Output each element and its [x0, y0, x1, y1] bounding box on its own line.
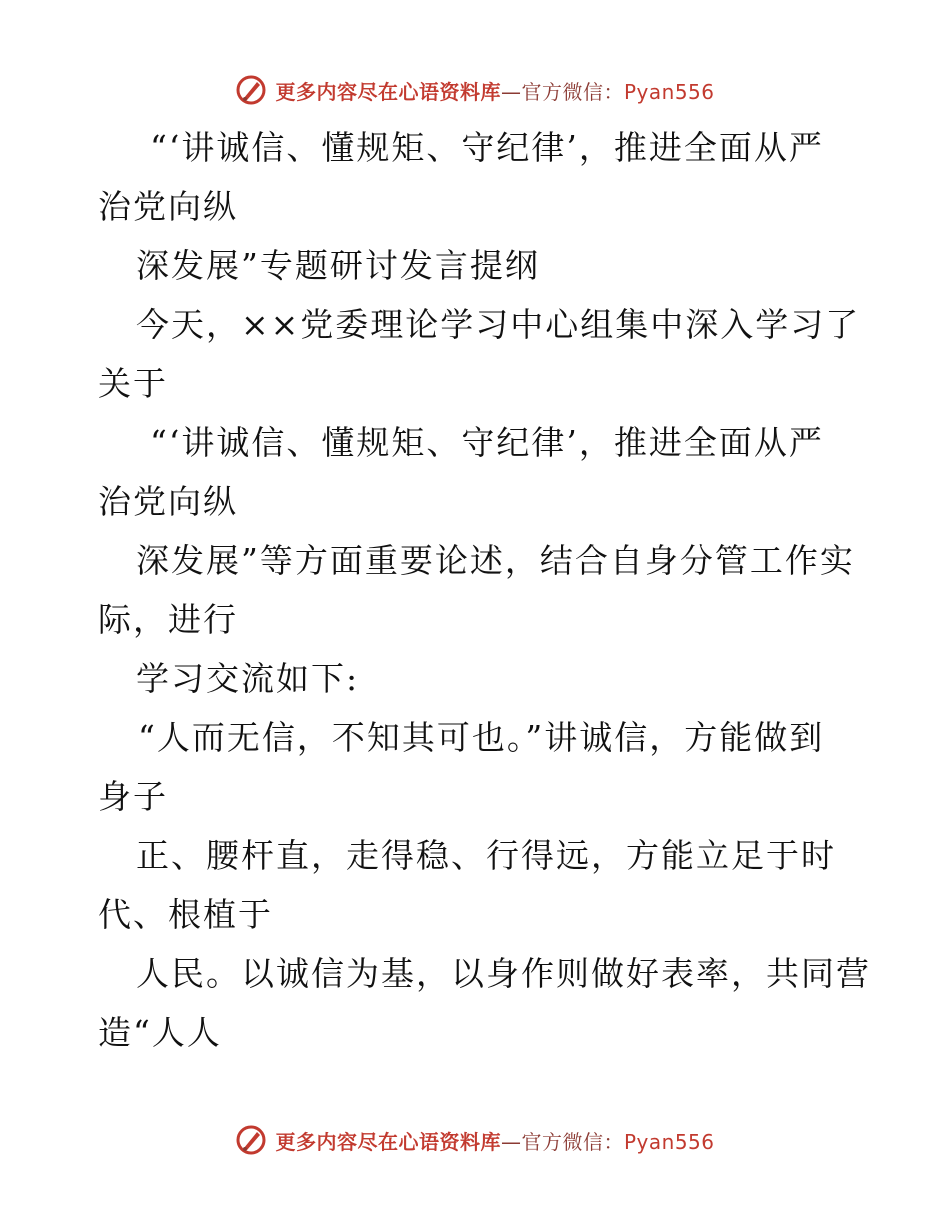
quill-logo-icon	[235, 1124, 267, 1156]
body-line-15: 人民。以诚信为基，以身作则做好表率，共同营	[136, 954, 871, 993]
banner-dash: —	[500, 79, 522, 104]
body-line-14: 代、根植于	[98, 895, 273, 934]
footer-watermark-banner	[0, 1120, 950, 1160]
body-line-11: “人而无信，不知其可也。”讲诚信，方能做到	[138, 718, 825, 757]
body-line-9: 际，进行	[98, 600, 238, 639]
banner-wechat-label: 官方微信：	[521, 1129, 624, 1154]
body-line-8: 深发展”等方面重要论述，结合自身分管工作实	[136, 541, 855, 580]
body-line-3: 深发展”专题研讨发言提纲	[136, 246, 540, 285]
body-line-10: 学习交流如下:	[136, 659, 360, 698]
banner-site-name: 更多内容尽在心语资料库	[275, 1129, 501, 1154]
banner-dash: —	[500, 1129, 522, 1154]
quill-logo-icon	[235, 74, 267, 106]
banner-text	[275, 1126, 714, 1155]
body-line-2: 治党向纵	[98, 187, 238, 226]
banner-wechat-id: Pyan556	[623, 79, 715, 104]
body-line-16: 造“人人	[98, 1013, 222, 1052]
banner-site-name: 更多内容尽在心语资料库	[275, 79, 501, 104]
header-watermark-banner	[0, 70, 950, 110]
document-body	[98, 118, 871, 1062]
banner-wechat-id: Pyan556	[623, 1129, 715, 1154]
body-line-7: 治党向纵	[98, 482, 238, 521]
body-line-5: 关于	[98, 364, 168, 403]
body-line-13: 正、腰杆直，走得稳、行得远，方能立足于时	[136, 836, 836, 875]
body-line-4: 今天，××党委理论学习中心组集中深入学习了	[136, 305, 861, 344]
body-line-12: 身子	[98, 777, 168, 816]
body-line-1: “‘讲诚信、懂规矩、守纪律’，推进全面从严	[150, 128, 824, 167]
banner-wechat-label: 官方微信：	[521, 79, 624, 104]
banner-text	[275, 76, 714, 105]
body-line-6: “‘讲诚信、懂规矩、守纪律’，推进全面从严	[150, 423, 824, 462]
